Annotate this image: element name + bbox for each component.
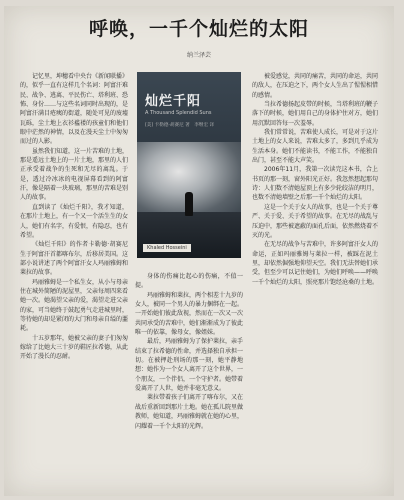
article-byline: 纳兰泽芸 (186, 52, 211, 59)
text-column-left (20, 72, 128, 482)
paragraph: 最后，玛丽雅姆为了保护莱拉，亲手结束了拉希德的性命，并选择独自承担一切。在被押赴刑场的那一刻，她平静地想：她作为一个女人离开了这个世界，一个朋友，一个伴侣，一个守护者。她带着爱离开了人世，她并非毫无意义。 (135, 338, 243, 393)
cover-title: 灿烂千阳 (145, 94, 202, 109)
paragraph: 《灿烂千阳》的作者卡勒德·胡赛尼生于阿富汗首都喀布尔，后移居美国。这部小说讲述了两个阿富汗女人玛丽雅姆和莱拉的故事。 (20, 241, 128, 277)
paragraph: 我们常常说，苦难使人成长，可是对于这片土地上的女人来说，苦难太多了，多到几乎成为生活本身。她们不能读书，不能工作，不能独自出门，甚至不能大声笑。 (252, 129, 378, 165)
text-column-middle (135, 272, 243, 482)
text-column-right (252, 72, 378, 482)
paragraph: 玛丽雅姆和莱拉，两个相差十九岁的女人，被同一个男人的暴力捆绑在一起。一开始她们彼此敌视，然而在一次又一次共同承受的苦难中，她们渐渐成为了彼此唯一的依靠，像母女，像姐妹。 (135, 291, 243, 337)
paragraph: 被爱感觉，共同的痛苦，共同的命运，共同的敌人，在压迫之下，两个女人生出了惺惺相惜的感情。 (252, 73, 378, 99)
book-cover-image (137, 72, 241, 258)
paragraph: 这是一个关于女人的故事，也是一个关于尊严、关于爱、关于希望的故事。在无尽的战乱与压迫中，那些被遮蔽的面孔后面，依然燃烧着不灭的光。 (252, 203, 378, 239)
paragraph: 直到读了《灿烂千阳》，我才知道，在那片土地上，有一个又一个活生生的女人，她们有名字，有爱恨，有隐忍，也有希望。 (20, 203, 128, 239)
paragraph: 记忆里，坤穗看中央台《新闻联播》的，似乎一直有这样几个名词：阿富汗难民、战争、逃离、平民伤亡、塔利班、恐怖、身份……与这些名词同时出现的，是阿富汗满目疮痍的街道，随处可见的废墟瓦砾，尘土地上衣衫褴褛的孩童们和他们眼中茫然的神情，以及在漫天尘土中匆匆而过的人影。 (20, 73, 128, 146)
paragraph: 在无尽的战争与苦难中，许多阿富汗女人的命运，正如玛丽雅姆与莱拉一样，被踩在泥土里，却依然倔强地仰望天空。我们无法替她们承受，但至少可以记住她们，为她们呼唤——呼唤一千个灿烂的太阳，照亮那片饱经沧桑的土地。 (252, 241, 378, 286)
paragraph: 莱拉带着孩子们离开了喀布尔，又在战后重新回到那片土地。她在孤儿院里做教师，她知道，玛丽雅姆就在她的心里，闪耀着一千个太阳的光辉。 (135, 394, 243, 430)
paragraph: 2006年11月，我第一次读完这本书，合上书页的那一刻，窗外阳光正好。我忽然想起那句诗：人们数不清她屋顶上有多少轮皎洁的明月，也数不清她墙壁之后那一千个灿烂的太阳。 (252, 166, 378, 202)
cover-credit: [美] 卡勒德·胡赛尼 著 李继宏 译 (145, 123, 215, 128)
newspaper-page (4, 6, 394, 496)
cover-figure (185, 192, 193, 216)
paragraph: 身体的伤痛比起心的伤痛，不值一提。 (135, 273, 243, 290)
article-title: 呼唤，一千个灿烂的太阳 (88, 18, 309, 40)
cover-author: Khaled Hosseini (143, 244, 191, 252)
paragraph: 虽然我们知道，这一片苦难的土地，那是遥远土地上的一片土地，那里的人们正承受着战争的生死和无尽的离乱。于是，透过冷冰冰的电视屏幕看到的阿富汗，像是隔着一块玻璃，那里的苦难是别人的故事。 (20, 147, 128, 202)
paragraph: 十五岁那年，她被父亲的妻子们匆匆嫁给了比她大三十岁的鞋匠拉希德，从此开始了漫长的忍耐。 (20, 334, 128, 361)
paragraph: 当拉希德扬起皮带的时候，当塔利班的鞭子落下的时候，她们用自己的身体护住对方，她们用沉默回答每一次羞辱。 (252, 101, 378, 127)
cover-subtitle: A Thousand Splendid Suns (145, 110, 212, 116)
paragraph: 玛丽雅姆是一个私生女，从小与母亲住在城外简陋的泥屋里，父亲每周四来看她一次。她渴望父亲的爱，渴望走进父亲的家，可当她终于鼓起勇气走进城里时，等待她的却是紧闭的大门和母亲自缢的噩耗。 (20, 278, 128, 333)
